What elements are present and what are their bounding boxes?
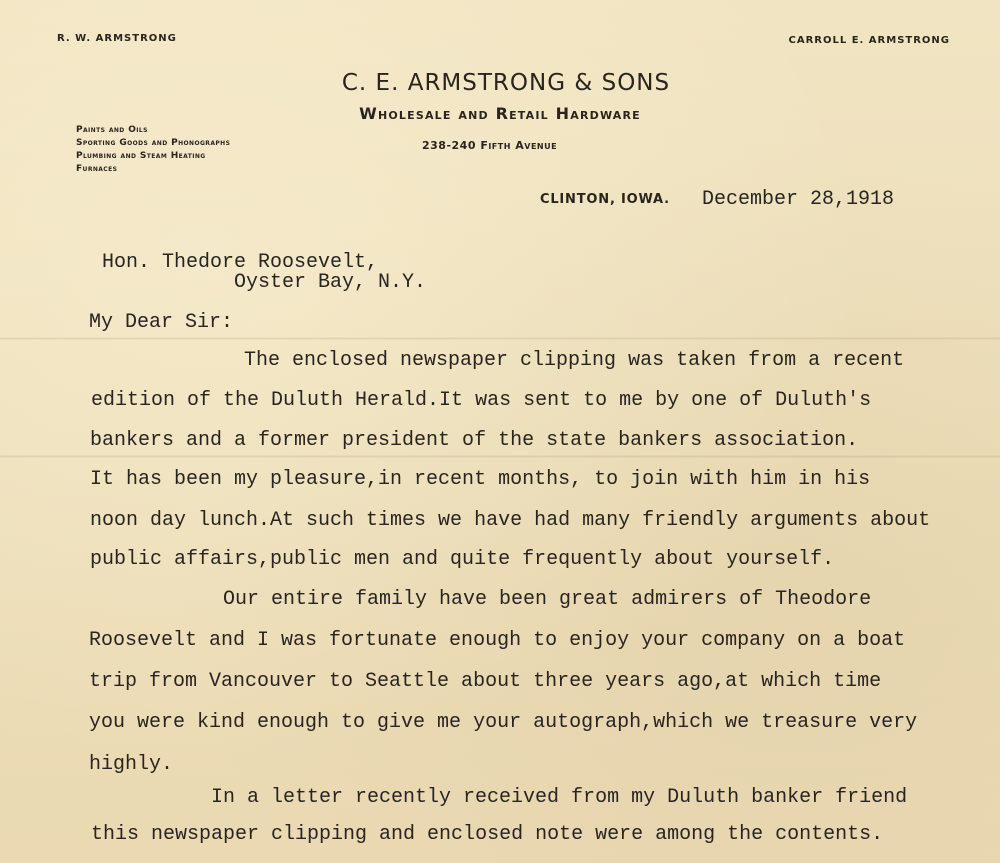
letterhead-address: 238-240 Fifth Avenue bbox=[422, 139, 558, 152]
letterhead-city: CLINTON, IOWA. bbox=[540, 192, 670, 207]
product-line: Plumbing and Steam Heating bbox=[76, 151, 206, 161]
letterhead-company: C. E. ARMSTRONG & SONS bbox=[341, 70, 671, 96]
body-line: noon day lunch.At such times we have had many friendly arguments about bbox=[90, 509, 931, 532]
body-line: edition of the Duluth Herald.It was sent to me by one of Duluth's bbox=[91, 389, 872, 412]
product-line: Sporting Goods and Phonographs bbox=[76, 138, 231, 148]
salutation: My Dear Sir: bbox=[89, 311, 234, 334]
product-line: Furnaces bbox=[76, 164, 118, 174]
paper-fold-lower bbox=[0, 455, 1000, 458]
body-line: The enclosed newspaper clipping was taken from a recent bbox=[244, 349, 905, 372]
body-line: Roosevelt and I was fortunate enough to enjoy your company on a boat bbox=[89, 629, 906, 652]
body-line: Our entire family have been great admirers of Theodore bbox=[223, 588, 872, 611]
body-line: you were kind enough to give me your autograph,which we treasure very bbox=[89, 711, 918, 734]
paper-fold-upper bbox=[0, 337, 1000, 340]
recipient-line-2: Oyster Bay, N.Y. bbox=[234, 271, 427, 294]
body-line: bankers and a former president of the state bankers association. bbox=[90, 429, 859, 452]
recipient-line-1: Hon. Thedore Roosevelt, bbox=[102, 251, 379, 274]
product-line: Paints and Oils bbox=[76, 125, 148, 135]
letterhead-tagline: Wholesale and Retail Hardware bbox=[359, 104, 641, 123]
body-line: public affairs,public men and quite frequently about yourself. bbox=[90, 548, 835, 571]
letterhead-right-name: CARROLL E. ARMSTRONG bbox=[788, 35, 950, 46]
letterhead-products bbox=[76, 124, 230, 176]
letterhead-left-name: R. W. ARMSTRONG bbox=[57, 33, 177, 44]
body-line: trip from Vancouver to Seattle about three years ago,at which time bbox=[89, 670, 882, 693]
body-line: highly. bbox=[89, 753, 174, 776]
letter-date: December 28,1918 bbox=[702, 188, 895, 211]
body-line: It has been my pleasure,in recent months, to join with him in his bbox=[90, 468, 871, 491]
body-line: In a letter recently received from my Duluth banker friend bbox=[211, 786, 908, 809]
body-line: this newspaper clipping and enclosed note were among the contents. bbox=[91, 823, 884, 846]
